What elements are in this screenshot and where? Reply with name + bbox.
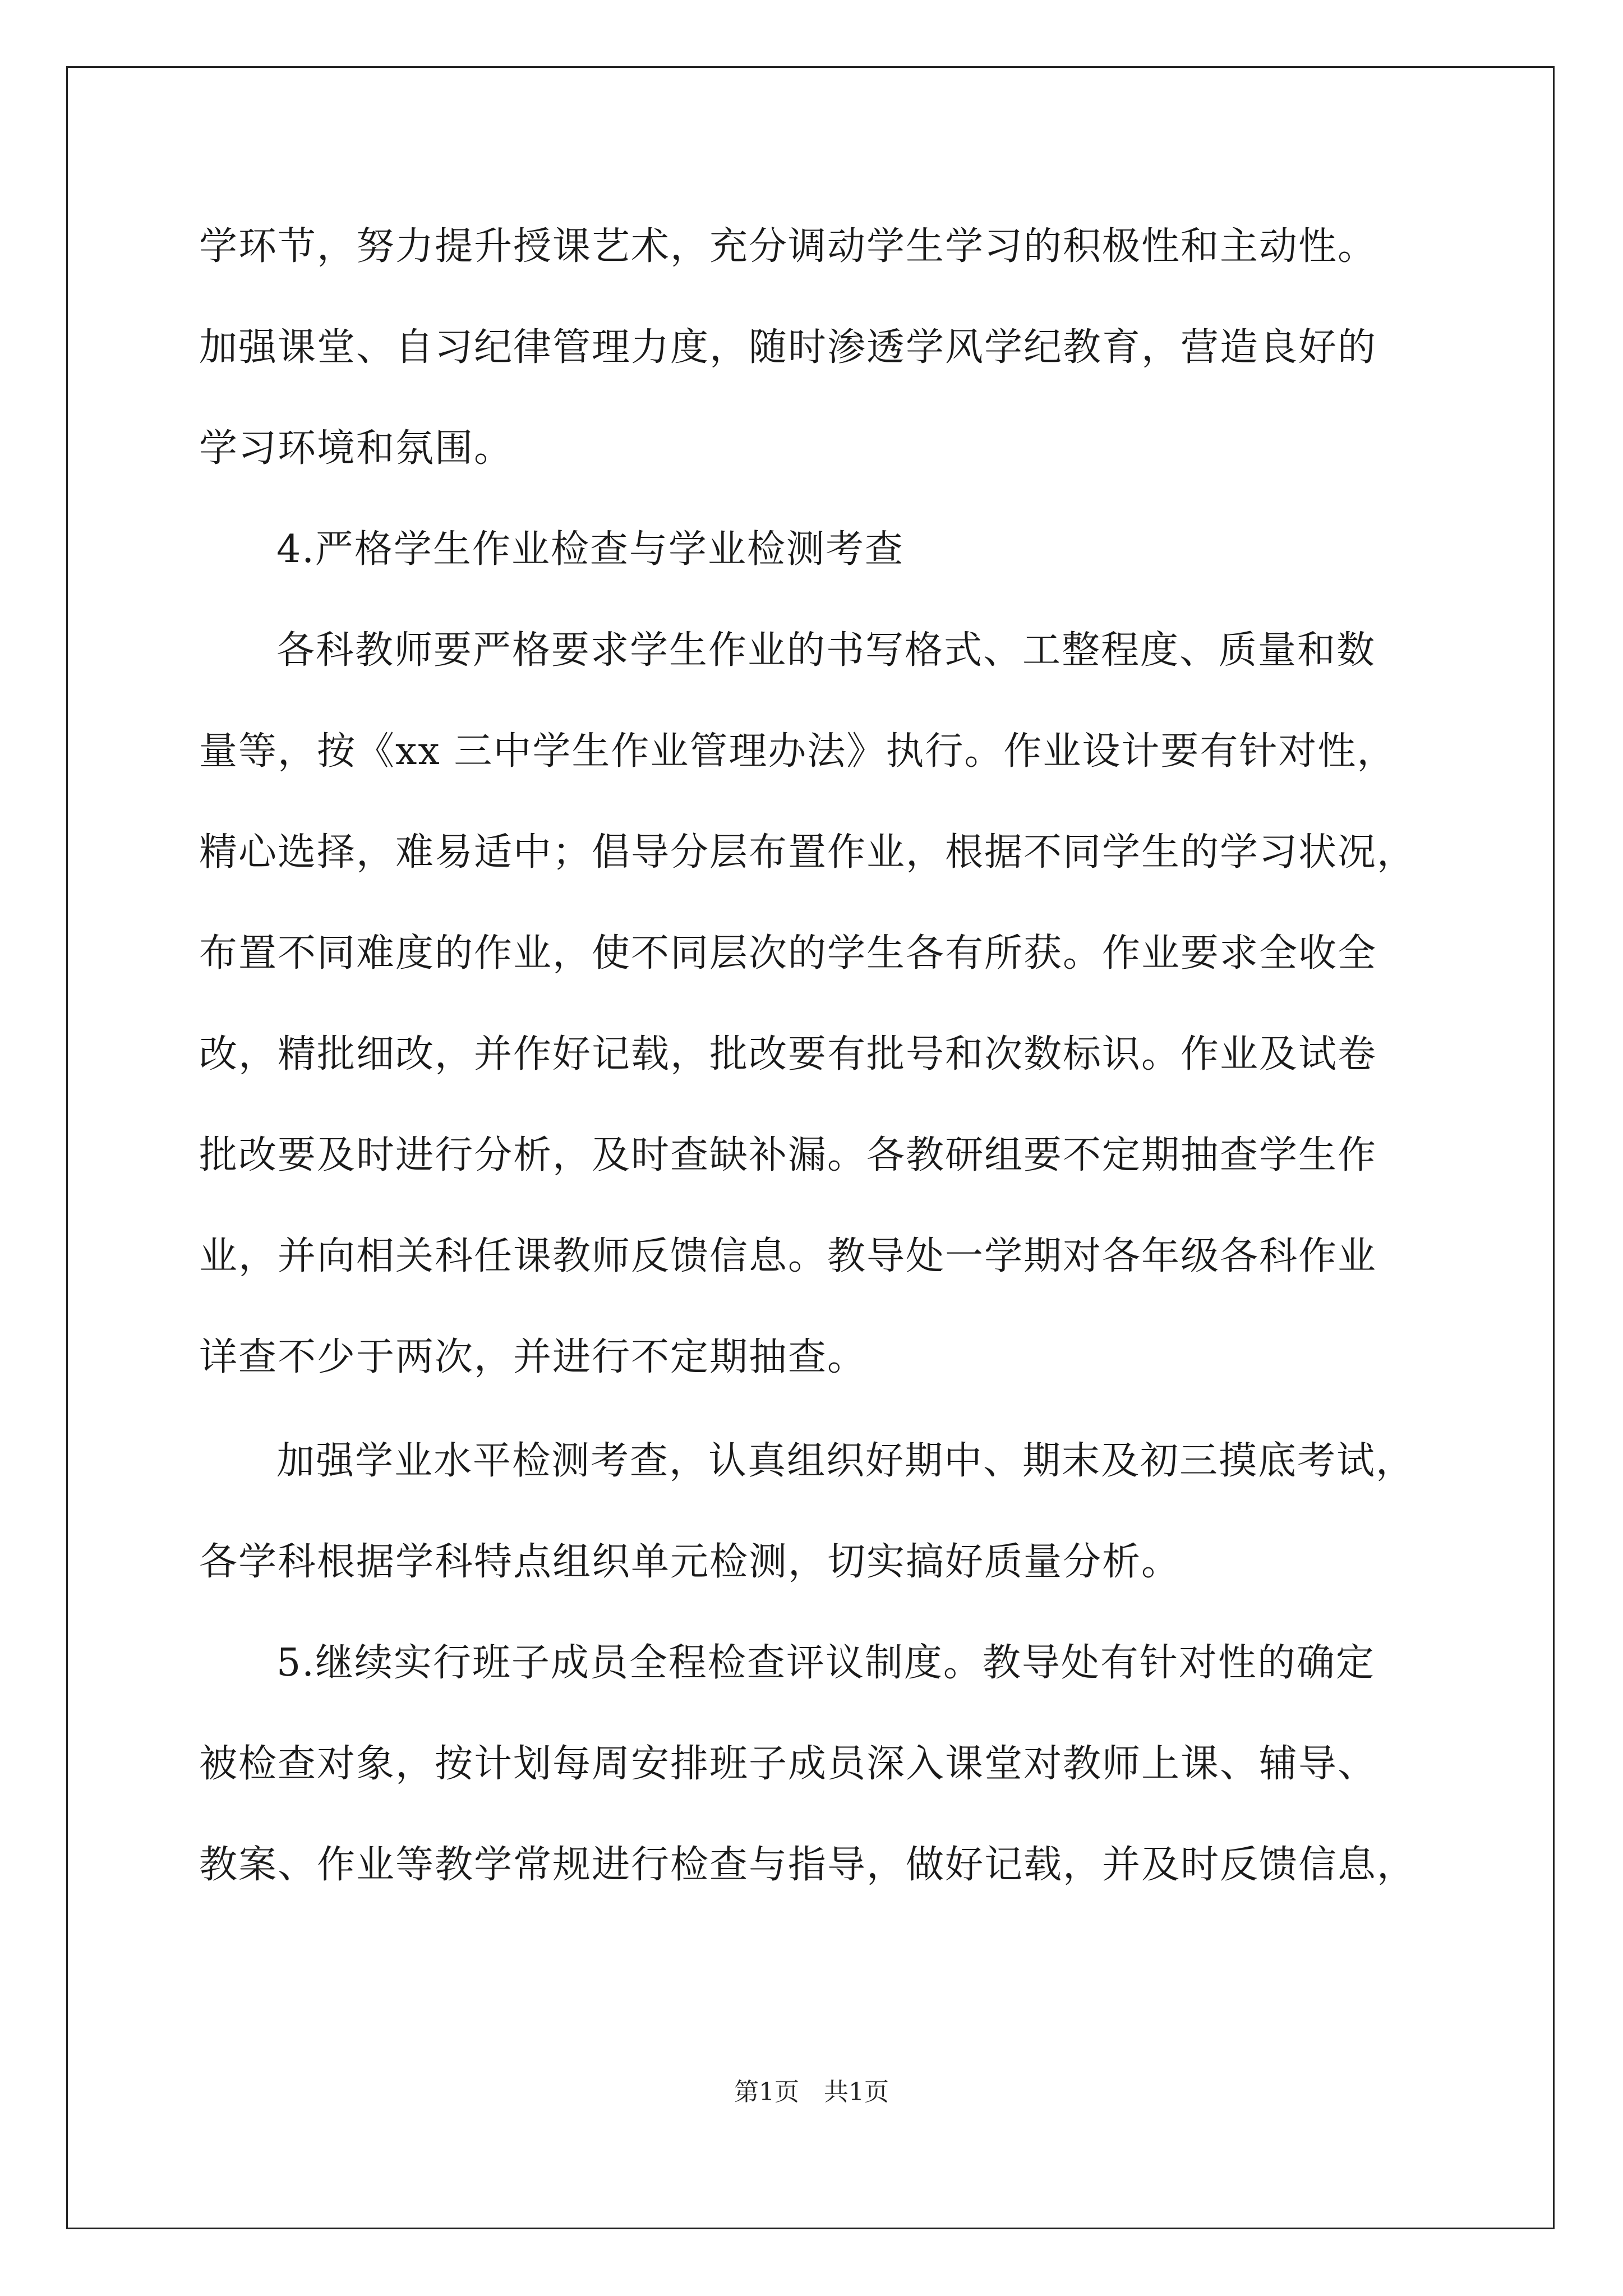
paragraph-line: 加强课堂、自习纪律管理力度，随时渗透学风学纪教育，营造良好的 (199, 325, 1377, 370)
paragraph-line: 改，精批细改，并作好记载，批改要有批号和次数标识。作业及试卷 (199, 1032, 1377, 1076)
paragraph-line: 布置不同难度的作业，使不同层次的学生各有所获。作业要求全收全 (199, 931, 1377, 976)
paragraph-line: 详查不少于两次，并进行不定期抽查。 (199, 1335, 867, 1379)
paragraph-line: 教案、作业等教学常规进行检查与指导，做好记载，并及时反馈信息， (199, 1843, 1417, 1887)
page-footer: 第1页 共1页 (734, 2078, 889, 2106)
paragraph-line: 学习环境和氛围。 (199, 426, 514, 471)
paragraph-line: 精心选择，难易适中；倡导分层布置作业，根据不同学生的学习状况， (199, 830, 1417, 875)
section-heading: 4.严格学生作业检查与学业检测考查 (276, 527, 904, 572)
paragraph-line: 批改要及时进行分析，及时查缺补漏。各教研组要不定期抽查学生作 (199, 1133, 1377, 1177)
paragraph-line: 学环节，努力提升授课艺术，充分调动学生学习的积极性和主动性。 (199, 224, 1377, 269)
paragraph-line: 业，并向相关科任课教师反馈信息。教导处一学期对各年级各科作业 (199, 1234, 1377, 1278)
paragraph-line: 加强学业水平检测考查，认真组织好期中、期末及初三摸底考试， (276, 1439, 1415, 1483)
paragraph-line: 量等，按《xx 三中学生作业管理办法》执行。作业设计要有针对性， (199, 729, 1396, 774)
section-heading: 5.继续实行班子成员全程检查评议制度。教导处有针对性的确定 (276, 1641, 1375, 1685)
paragraph-line: 各学科根据学科特点组织单元检测，切实搞好质量分析。 (199, 1540, 1181, 1584)
paragraph-line: 各科教师要严格要求学生作业的书写格式、工整程度、质量和数 (276, 628, 1376, 673)
paragraph-line: 被检查对象，按计划每周安排班子成员深入课堂对教师上课、辅导、 (199, 1742, 1377, 1786)
